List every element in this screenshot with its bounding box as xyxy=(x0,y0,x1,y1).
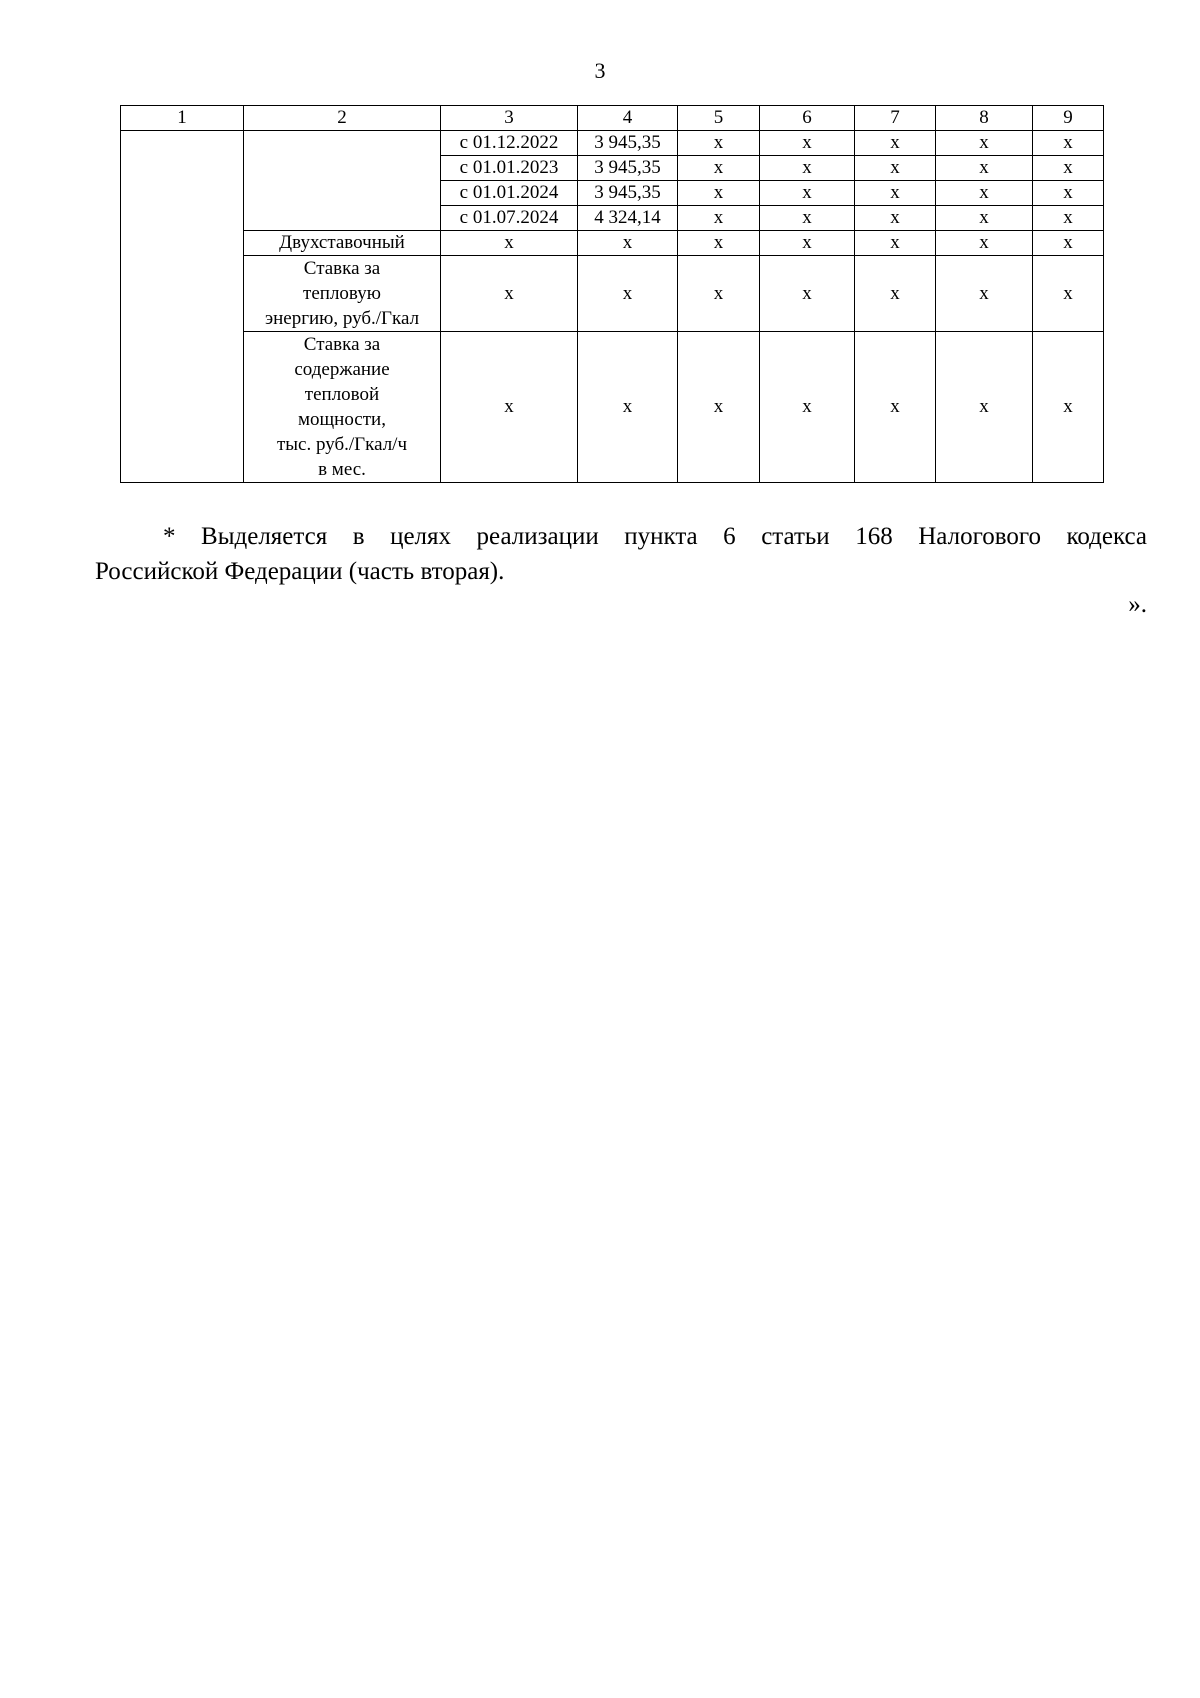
table-cell: x xyxy=(678,206,760,231)
value-cell: 3 945,35 xyxy=(578,156,678,181)
value-cell: 4 324,14 xyxy=(578,206,678,231)
table-cell: x xyxy=(1033,156,1104,181)
label-line: тыс. руб./Гкал/ч xyxy=(276,434,408,455)
table-cell: x xyxy=(760,231,855,256)
table-cell: x xyxy=(936,256,1033,332)
column-header: 4 xyxy=(578,106,678,131)
table-cell: x xyxy=(1033,256,1104,332)
table-cell: x xyxy=(1033,131,1104,156)
column-header: 3 xyxy=(441,106,578,131)
table-cell: x xyxy=(936,206,1033,231)
value-cell: 3 945,35 xyxy=(578,181,678,206)
table-cell: x xyxy=(1033,206,1104,231)
table-cell: x xyxy=(936,131,1033,156)
label-line: тепловую xyxy=(303,283,381,304)
column-header: 9 xyxy=(1033,106,1104,131)
table-cell: x xyxy=(760,206,855,231)
table-cell: x xyxy=(855,256,936,332)
table-row xyxy=(121,231,1104,256)
table-cell: x xyxy=(1033,332,1104,483)
page-number: 3 xyxy=(594,58,606,83)
value-cell: 3 945,35 xyxy=(578,131,678,156)
column-header: 8 xyxy=(936,106,1033,131)
empty-cell xyxy=(121,131,244,483)
footnote-line: * Выделяется в целях реализации пункта 6 статьи 168 Налогового кодекса xyxy=(163,523,1147,550)
footnote-line: Российской Федерации (часть вторая). xyxy=(95,558,505,585)
table-row xyxy=(121,332,1104,483)
table-header-row xyxy=(121,106,1104,131)
label-line: Ставка за xyxy=(303,258,381,279)
table-cell: x xyxy=(855,206,936,231)
table-cell: x xyxy=(855,131,936,156)
period-cell: с 01.07.2024 xyxy=(441,206,578,231)
table-cell: x xyxy=(760,332,855,483)
table-cell: x xyxy=(855,156,936,181)
table-cell: x xyxy=(855,181,936,206)
table-cell: x xyxy=(441,256,578,332)
column-header: 7 xyxy=(855,106,936,131)
table-cell: x xyxy=(678,256,760,332)
period-cell: с 01.01.2024 xyxy=(441,181,578,206)
table-row xyxy=(121,131,1104,156)
table-cell: x xyxy=(855,332,936,483)
table-cell: x xyxy=(1033,231,1104,256)
label-line: Ставка за xyxy=(303,334,381,355)
column-header: 5 xyxy=(678,106,760,131)
column-header: 6 xyxy=(760,106,855,131)
table-cell: x xyxy=(678,181,760,206)
table-cell: x xyxy=(578,332,678,483)
period-cell: с 01.01.2023 xyxy=(441,156,578,181)
table-cell: x xyxy=(441,332,578,483)
table-cell: x xyxy=(678,156,760,181)
table-cell: x xyxy=(678,332,760,483)
label-line: содержание xyxy=(294,359,390,380)
table-cell: x xyxy=(578,256,678,332)
table-cell: x xyxy=(760,131,855,156)
table-cell: x xyxy=(936,332,1033,483)
label-line: в мес. xyxy=(318,459,366,480)
empty-cell xyxy=(244,131,441,231)
label-line: тепловой xyxy=(304,384,380,405)
closing-quote-mark: ». xyxy=(1128,591,1147,618)
tariff-table xyxy=(120,105,1104,483)
table-row xyxy=(121,256,1104,332)
label-line: энергию, руб./Гкал xyxy=(264,308,420,329)
period-cell: с 01.12.2022 xyxy=(441,131,578,156)
column-header: 1 xyxy=(121,106,244,131)
table-cell: x xyxy=(441,231,578,256)
table-cell: x xyxy=(760,156,855,181)
two-part-label: Двухставочный xyxy=(244,231,441,256)
column-header: 2 xyxy=(244,106,441,131)
energy-rate-label xyxy=(244,256,441,332)
table-cell: x xyxy=(578,231,678,256)
table-cell: x xyxy=(855,231,936,256)
table-cell: x xyxy=(936,231,1033,256)
table-cell: x xyxy=(1033,181,1104,206)
footnote xyxy=(95,519,1147,589)
table-cell: x xyxy=(678,131,760,156)
capacity-rate-label xyxy=(244,332,441,483)
table-cell: x xyxy=(760,256,855,332)
table-cell: x xyxy=(936,156,1033,181)
label-line: мощности, xyxy=(298,409,386,430)
table-cell: x xyxy=(760,181,855,206)
table-cell: x xyxy=(936,181,1033,206)
table-cell: x xyxy=(678,231,760,256)
